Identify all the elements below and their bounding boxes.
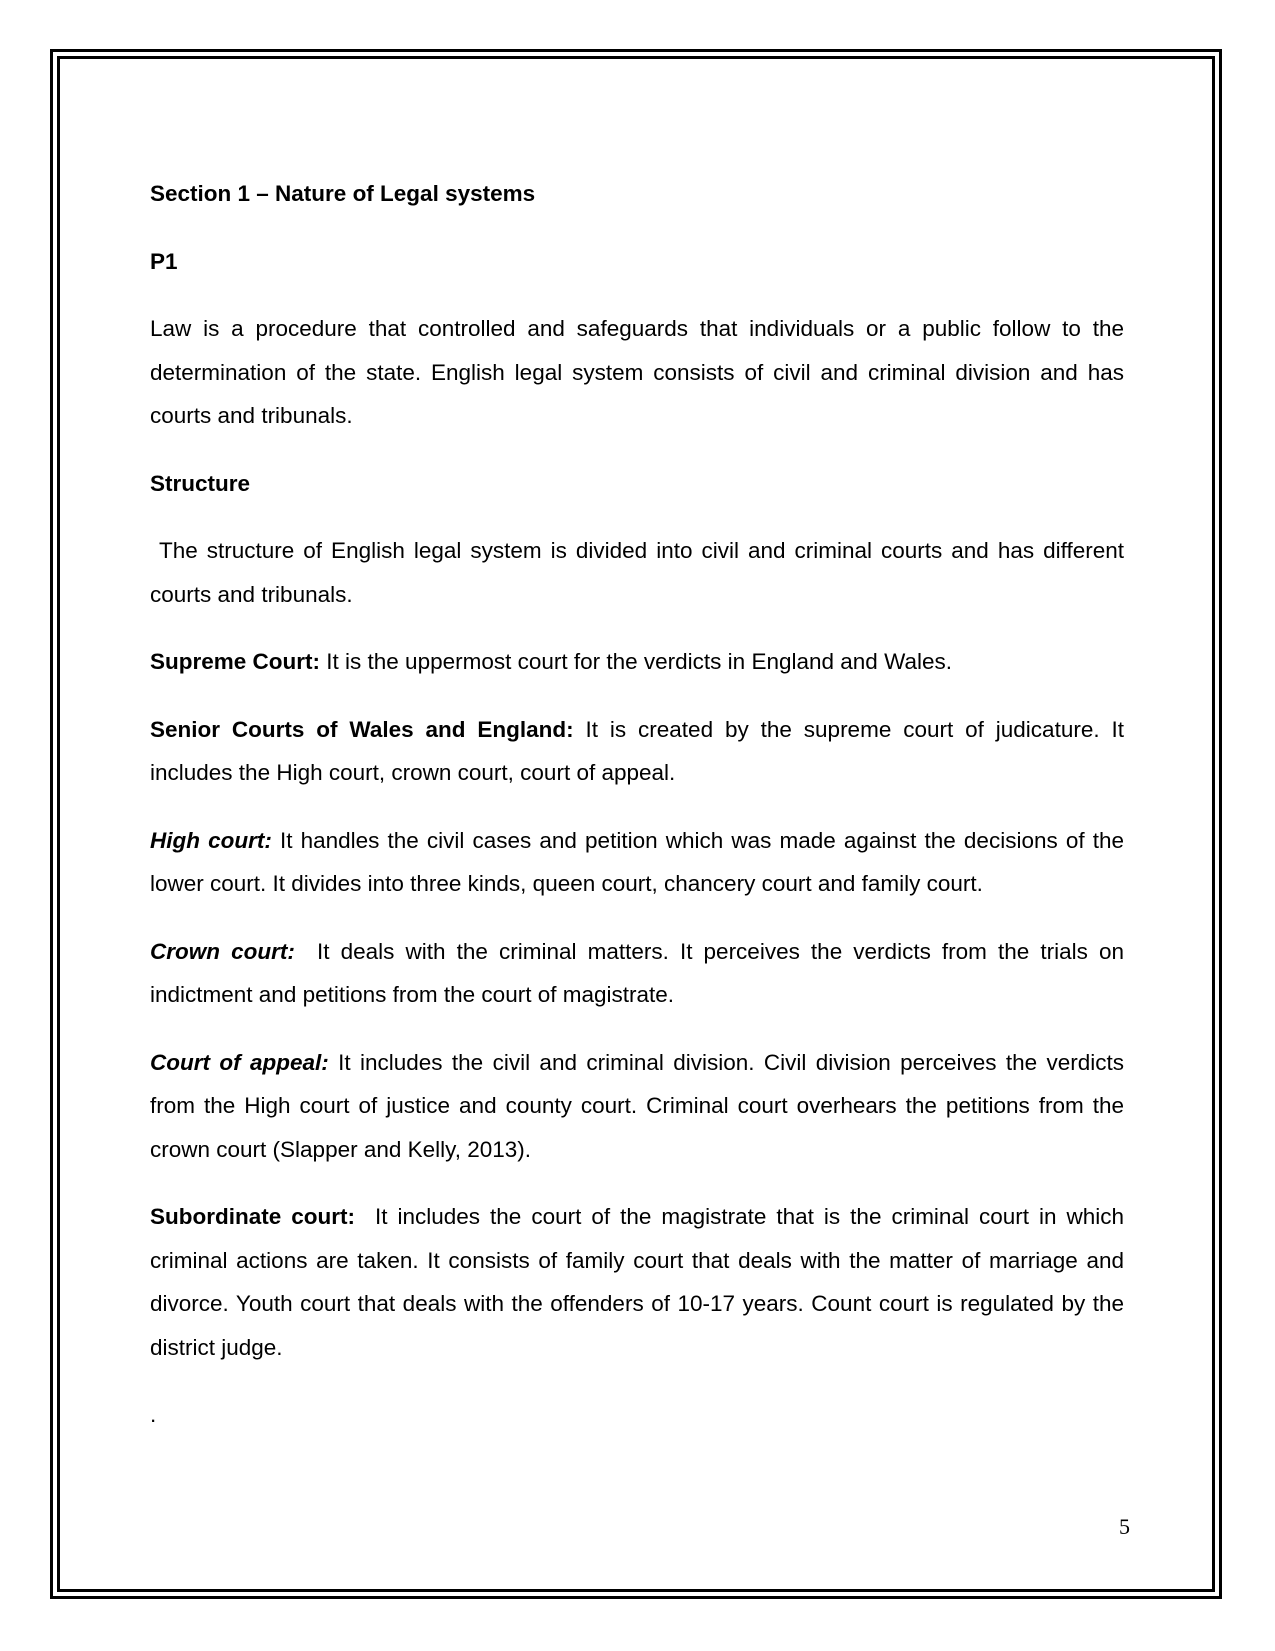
structure-paragraph: The structure of English legal system is divided into civil and criminal courts and has different courts and tribunals. <box>150 538 1131 607</box>
structure-heading: Structure <box>150 470 251 496</box>
court-paragraph-subordinate <box>150 1195 1131 1369</box>
court-paragraph-supreme <box>150 640 1124 684</box>
court-desc-high: It handles the civil cases and petition which was made against the decisions of the lower court. It divides into three kinds, queen court, chancery court and family court. <box>150 827 1131 896</box>
court-term-appeal: Court of appeal: <box>150 1049 329 1075</box>
court-desc-appeal: It includes the civil and criminal division. Civil division perceives the verdicts from the High court of justice and county court. Criminal court overhears the petitions from the crown court (Slapper and Kelly, 2013). <box>150 1049 1131 1162</box>
court-term-senior: Senior Courts of Wales and England: <box>150 716 574 742</box>
subheading-p1: P1 <box>150 248 178 274</box>
court-desc-senior: It is created by the supreme court of judicature. It includes the High court, crown court, court of appeal. <box>150 716 1131 785</box>
court-term-high: High court: <box>150 827 272 853</box>
court-desc-supreme: It is the uppermost court for the verdicts in England and Wales. <box>320 649 952 674</box>
court-term-subordinate: Subordinate court: <box>150 1204 355 1229</box>
court-paragraph-senior <box>150 708 1131 795</box>
trailing-mark: . <box>150 1402 157 1427</box>
court-paragraph-high <box>150 819 1131 906</box>
court-desc-crown: It deals with the criminal matters. It perceives the verdicts from the trials on indictment and petitions from the court of magistrate. <box>150 938 1131 1007</box>
court-term-supreme: Supreme Court: <box>150 649 321 674</box>
court-term-crown: Crown court: <box>150 938 295 964</box>
section-title: Section 1 – Nature of Legal systems <box>150 181 536 206</box>
page-number: 5 <box>1119 1514 1130 1539</box>
intro-paragraph: Law is a procedure that controlled and safeguards that individuals or a public follow to the determination of the state. English legal system consists of civil and criminal division and has courts and tribunals. <box>150 316 1124 428</box>
court-paragraph-appeal <box>150 1041 1131 1172</box>
document-body <box>150 172 1131 1461</box>
court-desc-subordinate: It includes the court of the magistrate that is the criminal court in which criminal actions are taken. It consists of family court that deals with the matter of marriage and divorce. Youth court that deals with the offenders of 10-17 years. Count court is regulated by the district judge. <box>150 1204 1131 1360</box>
court-paragraph-crown <box>150 930 1131 1017</box>
